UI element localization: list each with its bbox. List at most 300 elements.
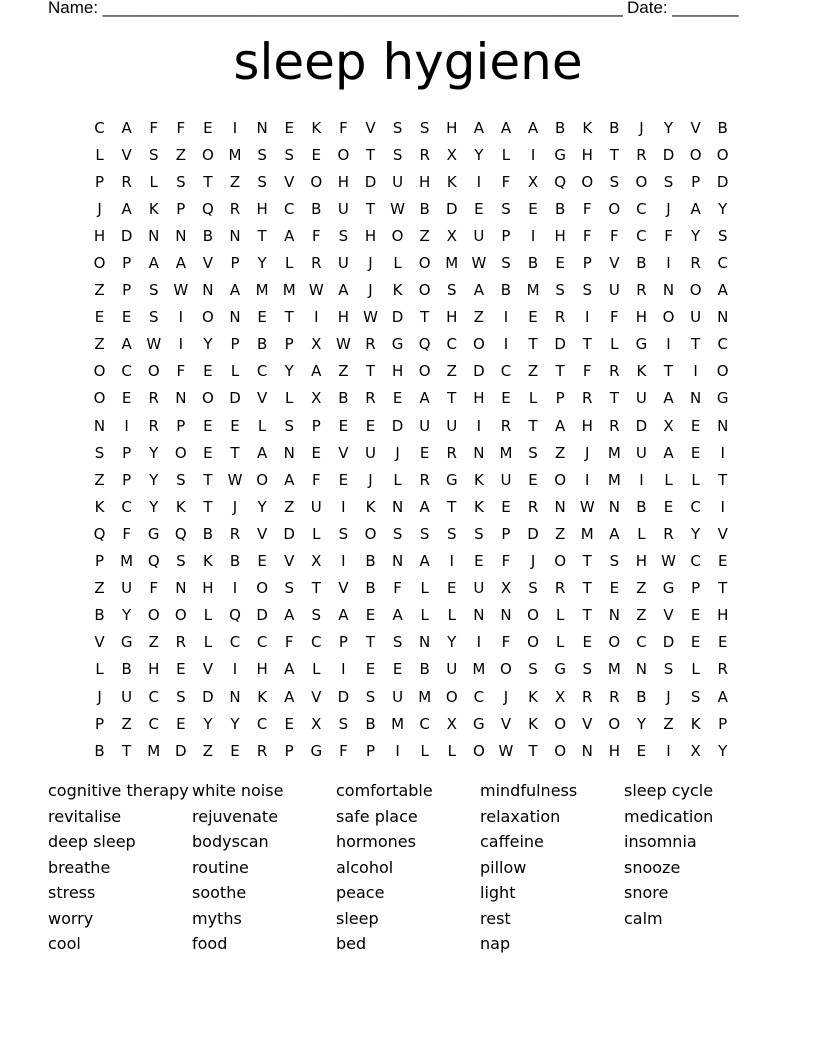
grid-letter: A: [500, 118, 512, 137]
grid-letter: F: [501, 552, 511, 571]
grid-letter: O: [93, 389, 106, 408]
grid-letter: E: [474, 552, 484, 571]
grid-letter: F: [610, 226, 619, 245]
grid-letter: O: [445, 687, 458, 706]
grid-letter: X: [311, 389, 322, 408]
grid-letter: K: [392, 281, 403, 300]
grid-letter: Y: [257, 254, 267, 273]
grid-letter: P: [230, 335, 240, 354]
grid-letter: F: [664, 226, 673, 245]
grid-letter: N: [554, 497, 566, 516]
grid-letter: S: [474, 524, 484, 543]
grid-letter: R: [554, 308, 566, 327]
grid-letter: V: [311, 687, 322, 706]
grid-letter: T: [691, 335, 701, 354]
grid-letter: I: [476, 172, 482, 191]
grid-letter: X: [690, 741, 701, 760]
word-list-item: myths: [192, 908, 242, 928]
grid-letter: Q: [202, 199, 214, 218]
grid-letter: E: [717, 552, 728, 571]
grid-letter: Y: [663, 118, 674, 137]
grid-letter: Y: [257, 497, 267, 516]
grid-letter: W: [173, 281, 189, 300]
grid-letter: M: [418, 687, 432, 706]
grid-letter: U: [310, 497, 322, 516]
grid-letter: F: [582, 362, 592, 381]
grid-letter: V: [338, 579, 349, 598]
grid-letter: S: [257, 145, 267, 164]
grid-letter: F: [393, 579, 402, 598]
grid-letter: Z: [121, 714, 132, 733]
grid-letter: R: [229, 524, 241, 543]
grid-letter: I: [395, 741, 400, 760]
grid-letter: I: [476, 416, 482, 435]
grid-letter: P: [501, 524, 511, 543]
grid-letter: H: [473, 389, 485, 408]
grid-letter: R: [582, 687, 593, 706]
grid-letter: H: [581, 416, 593, 435]
grid-letter: Z: [636, 579, 647, 598]
grid-letter: D: [635, 416, 648, 435]
grid-letter: S: [582, 660, 592, 679]
grid-letter: F: [176, 118, 186, 137]
grid-letter: O: [418, 254, 431, 273]
grid-letter: C: [636, 199, 647, 218]
grid-letter: Y: [447, 633, 457, 652]
word-list-column: [336, 778, 480, 957]
grid-letter: S: [663, 660, 674, 679]
grid-letter: C: [500, 362, 512, 381]
grid-letter: R: [527, 497, 539, 516]
grid-letter: B: [94, 606, 105, 625]
grid-letter: N: [283, 443, 295, 462]
grid-letter: J: [368, 281, 373, 300]
grid-letter: E: [663, 497, 674, 516]
grid-letter: O: [554, 552, 567, 571]
grid-letter: V: [663, 606, 674, 625]
grid-letter: N: [229, 308, 241, 327]
grid-letter: S: [176, 470, 186, 489]
grid-letter: S: [392, 118, 403, 137]
grid-letter: R: [148, 389, 159, 408]
grid-letter: T: [718, 579, 728, 598]
word-list-item: caffeine: [480, 832, 544, 851]
grid-letter: A: [473, 118, 484, 137]
grid-letter: G: [310, 741, 323, 760]
grid-letter: N: [229, 226, 241, 245]
grid-letter: H: [337, 308, 350, 327]
grid-letter: C: [283, 199, 295, 218]
grid-letter: Z: [636, 606, 647, 625]
grid-letter: L: [95, 660, 104, 679]
grid-letter: J: [503, 687, 509, 706]
grid-letter: C: [473, 687, 485, 706]
grid-letter: E: [528, 470, 538, 489]
grid-letter: B: [121, 660, 132, 679]
grid-letter: S: [94, 443, 105, 462]
grid-letter: N: [175, 226, 187, 245]
grid-letter: Z: [229, 172, 241, 191]
word-list-item: mindfulness: [480, 781, 578, 800]
grid-letter: A: [690, 199, 701, 218]
grid-letter: P: [691, 579, 701, 598]
grid-letter: O: [716, 145, 729, 164]
grid-letter: O: [554, 470, 567, 489]
grid-letter: S: [555, 281, 565, 300]
grid-letter: L: [393, 470, 402, 489]
grid-letter: R: [717, 660, 728, 679]
grid-letter: B: [229, 552, 241, 571]
grid-letter: S: [176, 172, 186, 191]
grid-letter: A: [663, 443, 674, 462]
grid-letter: E: [501, 497, 511, 516]
grid-letter: P: [311, 416, 321, 435]
grid-letter: T: [582, 579, 592, 598]
grid-letter: U: [473, 579, 485, 598]
grid-letter: P: [718, 714, 728, 733]
grid-letter: E: [257, 308, 267, 327]
grid-letter: G: [635, 335, 648, 354]
grid-letter: G: [445, 470, 458, 489]
grid-letter: I: [341, 552, 346, 571]
grid-letter: I: [476, 633, 482, 652]
grid-letter: L: [637, 524, 646, 543]
word-list: [48, 778, 768, 957]
grid-letter: G: [716, 389, 729, 408]
grid-letter: A: [717, 281, 728, 300]
grid-letter: D: [527, 524, 539, 543]
word-list-item: food: [192, 934, 228, 953]
grid-letter: O: [689, 281, 702, 300]
grid-letter: E: [392, 389, 403, 408]
word-list-column: [192, 778, 336, 957]
grid-letter: B: [554, 199, 566, 218]
word-list-item: worry: [48, 908, 94, 928]
grid-letter: D: [175, 741, 187, 760]
grid-letter: I: [232, 660, 238, 679]
grid-letter: E: [176, 660, 186, 679]
grid-letter: C: [690, 552, 701, 571]
grid-letter: K: [690, 714, 701, 733]
grid-letter: Q: [229, 606, 241, 625]
grid-letter: J: [97, 687, 102, 706]
grid-letter: A: [338, 606, 349, 625]
grid-letter: O: [716, 362, 729, 381]
grid-letter: H: [391, 362, 404, 381]
grid-letter: T: [365, 199, 376, 218]
grid-letter: U: [635, 443, 647, 462]
grid-letter: T: [365, 362, 376, 381]
grid-letter: D: [473, 362, 485, 381]
grid-letter: M: [607, 660, 621, 679]
grid-letter: P: [122, 281, 132, 300]
grid-letter: O: [202, 389, 214, 408]
grid-letter: F: [501, 172, 511, 191]
grid-letter: M: [282, 281, 296, 300]
grid-letter: E: [555, 254, 565, 273]
grid-letter: X: [527, 172, 539, 191]
grid-letter: O: [581, 172, 594, 191]
grid-letter: C: [121, 497, 132, 516]
grid-letter: L: [610, 335, 619, 354]
grid-letter: L: [230, 362, 240, 381]
grid-letter: D: [662, 145, 675, 164]
grid-letter: C: [148, 687, 159, 706]
grid-letter: L: [420, 579, 429, 598]
grid-letter: Y: [636, 714, 646, 733]
grid-letter: B: [94, 741, 105, 760]
grid-letter: O: [608, 714, 621, 733]
word-search-grid: [86, 114, 736, 764]
grid-letter: I: [720, 497, 725, 516]
grid-letter: A: [121, 335, 132, 354]
grid-letter: A: [284, 687, 295, 706]
grid-letter: H: [554, 226, 566, 245]
grid-letter: R: [554, 579, 566, 598]
grid-letter: N: [473, 443, 485, 462]
grid-letter: P: [230, 254, 240, 273]
grid-letter: A: [175, 254, 186, 273]
grid-letter: A: [555, 416, 566, 435]
date-field-label: Date: _______: [627, 0, 739, 17]
grid-letter: R: [311, 254, 322, 273]
grid-letter: E: [717, 633, 728, 652]
grid-letter: R: [609, 687, 620, 706]
grid-letter: B: [554, 118, 566, 137]
grid-letter: N: [256, 118, 268, 137]
grid-letter: X: [555, 687, 566, 706]
word-list-column: [48, 778, 192, 957]
grid-letter: O: [608, 633, 621, 652]
grid-letter: L: [285, 254, 294, 273]
grid-letter: J: [530, 552, 536, 571]
grid-letter: O: [418, 362, 431, 381]
grid-letter: Y: [284, 362, 294, 381]
grid-letter: F: [610, 308, 619, 327]
grid-letter: P: [365, 741, 375, 760]
grid-letter: K: [203, 552, 213, 571]
grid-letter: N: [608, 497, 620, 516]
grid-letter: L: [257, 416, 267, 435]
grid-letter: K: [257, 687, 268, 706]
grid-letter: L: [149, 172, 158, 191]
grid-letter: L: [691, 660, 700, 679]
word-list-item: safe place: [336, 806, 418, 826]
word-list-item: relaxation: [480, 806, 561, 826]
grid-letter: T: [663, 362, 674, 381]
word-list-item: deep sleep: [48, 832, 136, 851]
grid-letter: J: [585, 443, 590, 462]
grid-letter: S: [392, 633, 403, 652]
word-list-item: peace: [336, 883, 385, 902]
grid-letter: E: [609, 579, 620, 598]
grid-letter: S: [528, 660, 538, 679]
grid-letter: Z: [473, 308, 484, 327]
grid-letter: E: [203, 416, 213, 435]
grid-letter: K: [636, 362, 647, 381]
grid-letter: R: [229, 199, 241, 218]
grid-letter: H: [446, 118, 458, 137]
grid-letter: T: [447, 389, 457, 408]
grid-letter: S: [609, 172, 620, 191]
grid-letter: S: [447, 281, 457, 300]
grid-letter: Z: [663, 714, 674, 733]
grid-letter: R: [690, 254, 701, 273]
grid-letter: L: [555, 633, 565, 652]
grid-letter: K: [365, 497, 376, 516]
grid-letter: Y: [474, 145, 484, 164]
grid-letter: E: [230, 741, 240, 760]
grid-letter: I: [585, 470, 590, 489]
grid-letter: T: [257, 226, 267, 245]
worksheet-header: [48, 0, 748, 20]
grid-letter: A: [284, 226, 295, 245]
word-list-item: insomnia: [624, 832, 697, 851]
grid-letter: E: [365, 416, 376, 435]
grid-letter: X: [446, 714, 457, 733]
grid-letter: E: [284, 714, 294, 733]
grid-letter: A: [229, 281, 241, 300]
grid-letter: U: [337, 199, 349, 218]
grid-letter: M: [499, 443, 513, 462]
grid-letter: C: [636, 226, 647, 245]
word-list-item: revitalise: [48, 806, 122, 826]
word-list-item: hormones: [336, 832, 416, 851]
grid-letter: O: [554, 714, 567, 733]
grid-letter: E: [392, 660, 403, 679]
grid-letter: V: [121, 145, 132, 164]
grid-letter: C: [229, 633, 241, 652]
grid-letter: N: [391, 552, 404, 571]
grid-letter: Z: [94, 470, 105, 489]
grid-letter: I: [666, 254, 671, 273]
grid-letter: V: [582, 714, 593, 733]
grid-letter: T: [230, 443, 240, 462]
grid-letter: A: [527, 118, 539, 137]
grid-letter: I: [693, 362, 698, 381]
grid-letter: K: [473, 497, 484, 516]
grid-letter: E: [311, 443, 322, 462]
grid-letter: S: [284, 579, 294, 598]
grid-letter: R: [121, 172, 132, 191]
grid-letter: B: [311, 199, 322, 218]
grid-letter: E: [121, 308, 132, 327]
grid-letter: O: [174, 443, 187, 462]
grid-letter: O: [310, 172, 323, 191]
grid-letter: C: [717, 254, 728, 273]
grid-letter: S: [148, 145, 159, 164]
grid-letter: I: [720, 443, 725, 462]
word-list-item: white noise: [192, 781, 284, 800]
grid-letter: V: [94, 633, 105, 652]
grid-letter: H: [635, 552, 648, 571]
grid-letter: M: [472, 660, 486, 679]
grid-letter: M: [607, 470, 621, 489]
grid-letter: W: [227, 470, 243, 489]
grid-letter: Z: [527, 362, 539, 381]
grid-letter: L: [528, 389, 538, 408]
grid-letter: M: [255, 281, 269, 300]
grid-letter: K: [582, 118, 593, 137]
grid-letter: B: [256, 335, 268, 354]
grid-letter: P: [95, 714, 105, 733]
grid-letter: R: [365, 389, 376, 408]
grid-letter: A: [419, 497, 430, 516]
word-list-item: nap: [480, 934, 511, 953]
grid-letter: N: [175, 579, 187, 598]
grid-letter: H: [202, 579, 214, 598]
grid-letter: E: [121, 389, 132, 408]
grid-letter: R: [636, 145, 647, 164]
grid-letter: D: [283, 524, 295, 543]
grid-letter: T: [203, 470, 213, 489]
grid-letter: T: [203, 172, 213, 191]
grid-letter: G: [147, 524, 160, 543]
grid-letter: Z: [419, 226, 430, 245]
grid-letter: A: [717, 687, 728, 706]
grid-letter: I: [449, 552, 454, 571]
grid-letter: Z: [175, 145, 186, 164]
grid-letter: I: [341, 497, 346, 516]
grid-letter: R: [609, 416, 620, 435]
grid-letter: D: [337, 687, 350, 706]
grid-letter: I: [124, 416, 129, 435]
grid-letter: E: [176, 714, 186, 733]
grid-letter: G: [554, 145, 566, 164]
grid-letter: X: [500, 579, 512, 598]
grid-letter: G: [120, 633, 133, 652]
grid-letter: C: [717, 335, 728, 354]
grid-letter: Z: [94, 281, 105, 300]
grid-letter: U: [364, 443, 376, 462]
grid-letter: T: [447, 497, 457, 516]
grid-letter: B: [202, 226, 214, 245]
grid-letter: I: [639, 470, 644, 489]
grid-letter: A: [284, 606, 295, 625]
grid-letter: D: [202, 687, 214, 706]
grid-letter: E: [257, 552, 267, 571]
grid-letter: C: [121, 362, 132, 381]
grid-letter: M: [228, 145, 242, 164]
grid-letter: T: [365, 633, 376, 652]
grid-letter: C: [636, 633, 647, 652]
grid-letter: Y: [230, 714, 240, 733]
grid-letter: T: [420, 308, 430, 327]
grid-letter: D: [256, 606, 268, 625]
grid-letter: O: [202, 308, 214, 327]
grid-letter: B: [636, 254, 647, 273]
word-list-item: sleep: [336, 908, 379, 928]
word-list-item: cool: [48, 934, 81, 953]
grid-letter: A: [121, 118, 132, 137]
grid-letter: N: [93, 416, 106, 435]
grid-letter: Q: [554, 172, 567, 191]
word-list-item: bodyscan: [192, 832, 269, 851]
grid-letter: O: [93, 254, 106, 273]
grid-letter: Z: [338, 362, 349, 381]
grid-letter: A: [419, 389, 430, 408]
grid-letter: E: [528, 199, 538, 218]
grid-letter: R: [419, 145, 430, 164]
grid-letter: G: [391, 335, 404, 354]
grid-letter: D: [445, 199, 458, 218]
grid-letter: O: [689, 145, 702, 164]
grid-letter: A: [609, 524, 620, 543]
grid-letter: N: [500, 606, 512, 625]
grid-letter: L: [203, 633, 213, 652]
grid-letter: H: [148, 660, 160, 679]
word-list-item: pillow: [480, 857, 527, 877]
